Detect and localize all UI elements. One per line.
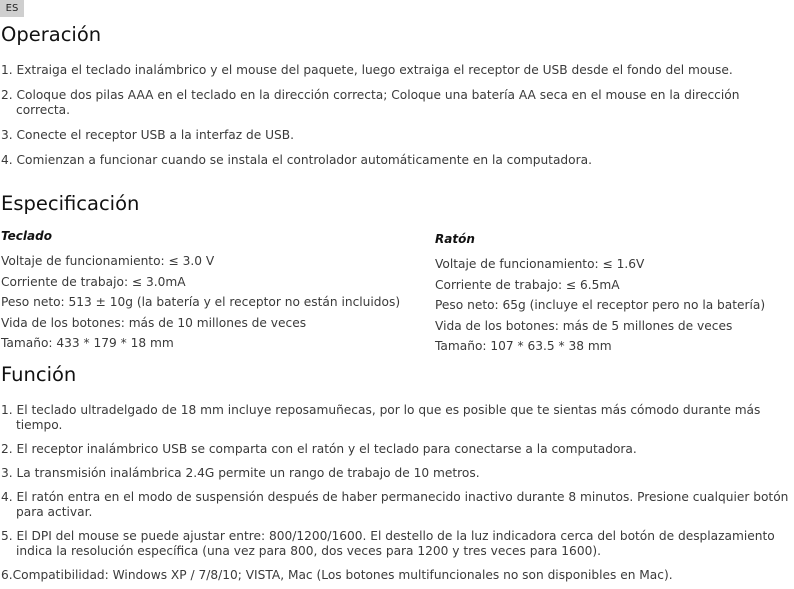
- funcion-list: [1, 403, 791, 583]
- raton-subheading: Ratón: [435, 232, 475, 246]
- teclado-subheading: Teclado: [1, 229, 52, 243]
- list-item: 1. Extraiga el teclado inalámbrico y el mouse del paquete, luego extraiga el receptor de USB desde el fondo del mouse.: [1, 63, 733, 77]
- spec-line: Tamaño: 107 * 63.5 * 38 mm: [435, 339, 612, 353]
- spec-line: Voltaje de funcionamiento: ≤ 3.0 V: [1, 254, 215, 268]
- especificacion-heading: Especificación: [1, 192, 140, 215]
- spec-line: Corriente de trabajo: ≤ 3.0mA: [1, 274, 186, 289]
- list-item: 2. Coloque dos pilas AAA en el teclado en la dirección correcta; Coloque una batería AA seca en el mouse en la dirección correcta.: [1, 88, 740, 117]
- language-badge: ES: [0, 0, 24, 17]
- list-item: 3. La transmisión inalámbrica 2.4G permite un rango de trabajo de 10 metros.: [1, 466, 480, 480]
- list-item: 5. El DPI del mouse se puede ajustar entre: 800/1200/1600. El destello de la luz indicadora cerca del botón de desplazamiento indica la resolución específica (una vez para 800, dos veces para 1200 y tres veces para 1600).: [1, 529, 775, 558]
- list-item: 4. El ratón entra en el modo de suspensión después de haber permanecido inactivo durante 8 minutos. Presione cualquier botón para activar.: [1, 490, 789, 519]
- spec-line: Peso neto: 513 ± 10g (la batería y el receptor no están incluidos): [1, 295, 401, 309]
- list-item: 1. El teclado ultradelgado de 18 mm incluye reposamuñecas, por lo que es posible que te sientas más cómodo durante más tiempo.: [1, 403, 761, 432]
- spec-line: Peso neto: 65g (incluye el receptor pero no la batería): [435, 298, 766, 312]
- list-item: 3. Conecte el receptor USB a la interfaz de USB.: [1, 128, 294, 142]
- teclado-spec: [1, 229, 400, 354]
- operacion-list: [1, 63, 791, 168]
- list-item: 2. El receptor inalámbrico USB se comparta con el ratón y el teclado para conectarse a la computadora.: [1, 442, 637, 456]
- spec-line: Vida de los botones: más de 10 millones de veces: [1, 315, 307, 330]
- spec-line: Tamaño: 433 * 179 * 18 mm: [1, 336, 174, 350]
- operacion-heading: Operación: [1, 23, 102, 46]
- list-item: 4. Comienzan a funcionar cuando se instala el controlador automáticamente en la computadora.: [1, 153, 592, 167]
- funcion-heading: Función: [1, 363, 77, 386]
- list-item: 6.Compatibilidad: Windows XP / 7/8/10; VISTA, Mac (Los botones multifuncionales no son disponibles en Mac).: [1, 568, 673, 582]
- spec-line: Vida de los botones: más de 5 millones de veces: [435, 318, 733, 333]
- spec-line: Voltaje de funcionamiento: ≤ 1.6V: [435, 257, 645, 271]
- raton-spec: [435, 232, 765, 357]
- spec-line: Corriente de trabajo: ≤ 6.5mA: [435, 277, 620, 292]
